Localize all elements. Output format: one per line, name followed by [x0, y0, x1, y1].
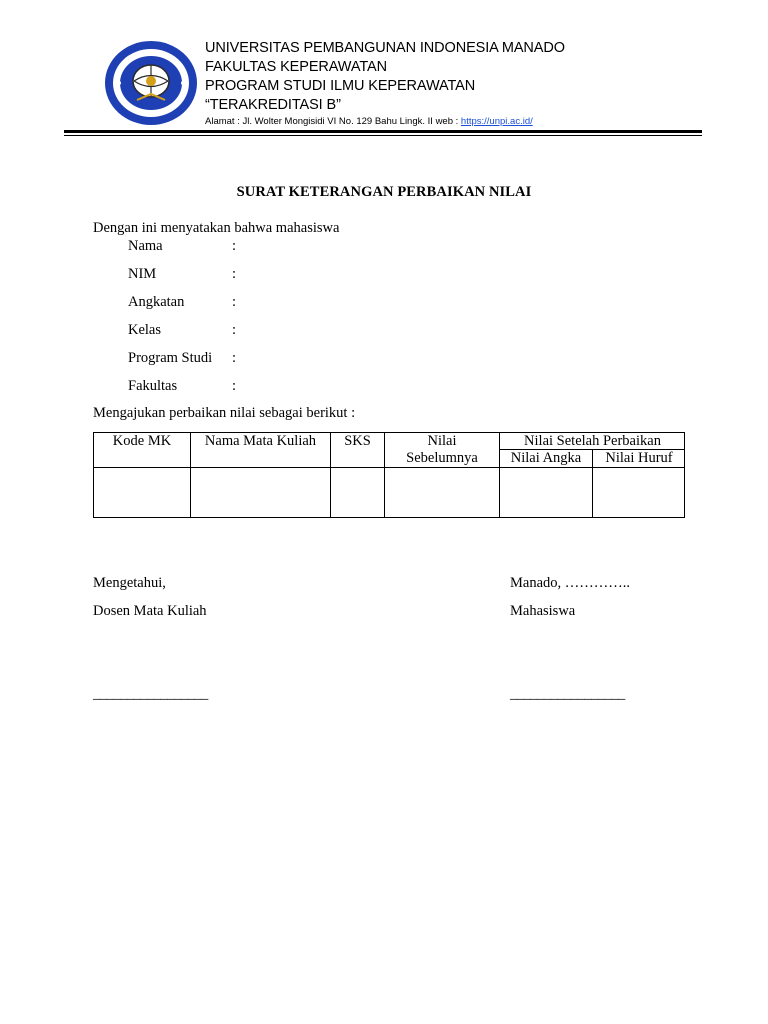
university-logo-icon [104, 40, 198, 126]
sig-left-role: Dosen Mata Kuliah [93, 603, 207, 619]
sig-right-blank: _________________ [510, 686, 625, 702]
request-text: Mengajukan perbaikan nilai sebagai berikut : [93, 405, 356, 421]
field-colon: : [232, 266, 237, 282]
field-colon: : [232, 238, 237, 254]
field-label-nama: Nama [128, 238, 163, 254]
field-label-angkatan: Angkatan [128, 294, 185, 310]
header-nilai: Nilai [427, 433, 457, 449]
field-label-nim: NIM [128, 266, 157, 282]
sig-right-place-date: Manado, ………….. [510, 575, 631, 591]
field-colon: : [232, 378, 237, 394]
field-colon: : [232, 294, 237, 310]
letterhead-rule-thin [64, 135, 702, 136]
letterhead [205, 39, 565, 115]
header-sebelumnya: Sebelumnya [406, 450, 478, 466]
field-colon: : [232, 350, 237, 366]
sig-left-known: Mengetahui, [93, 575, 166, 591]
sig-left-blank: _________________ [93, 686, 208, 702]
address-line [205, 116, 533, 127]
intro-text: Dengan ini menyatakan bahwa mahasiswa [93, 220, 340, 236]
field-label-kelas: Kelas [128, 322, 162, 338]
grade-table [93, 432, 685, 518]
accreditation: “TERAKREDITASI B” [205, 97, 341, 113]
header-nama-mata-kuliah: Nama Mata Kuliah [204, 433, 317, 449]
header-nilai-angka: Nilai Angka [510, 450, 582, 466]
address-text: Alamat : Jl. Wolter Mongisidi VI No. 129 Bahu Lingk. II web : [205, 116, 461, 127]
web-link[interactable]: https://unpi.ac.id/ [460, 116, 533, 127]
field-colon: : [232, 322, 237, 338]
header-nilai-setelah-perbaikan: Nilai Setelah Perbaikan [524, 433, 661, 449]
letterhead-rule-thick [64, 130, 702, 133]
header-sks: SKS [344, 433, 371, 449]
table-divider [94, 467, 684, 468]
faculty-name: FAKULTAS KEPERAWATAN [205, 59, 387, 75]
header-nilai-huruf: Nilai Huruf [605, 450, 673, 466]
field-label-program-studi: Program Studi [128, 350, 213, 366]
header-kode-mk: Kode MK [112, 433, 172, 449]
university-name: UNIVERSITAS PEMBANGUNAN INDONESIA MANADO [205, 40, 565, 56]
field-label-fakultas: Fakultas [128, 378, 178, 394]
sig-right-role: Mahasiswa [510, 603, 576, 619]
program-name: PROGRAM STUDI ILMU KEPERAWATAN [205, 78, 476, 94]
document-title: SURAT KETERANGAN PERBAIKAN NILAI [236, 184, 532, 200]
